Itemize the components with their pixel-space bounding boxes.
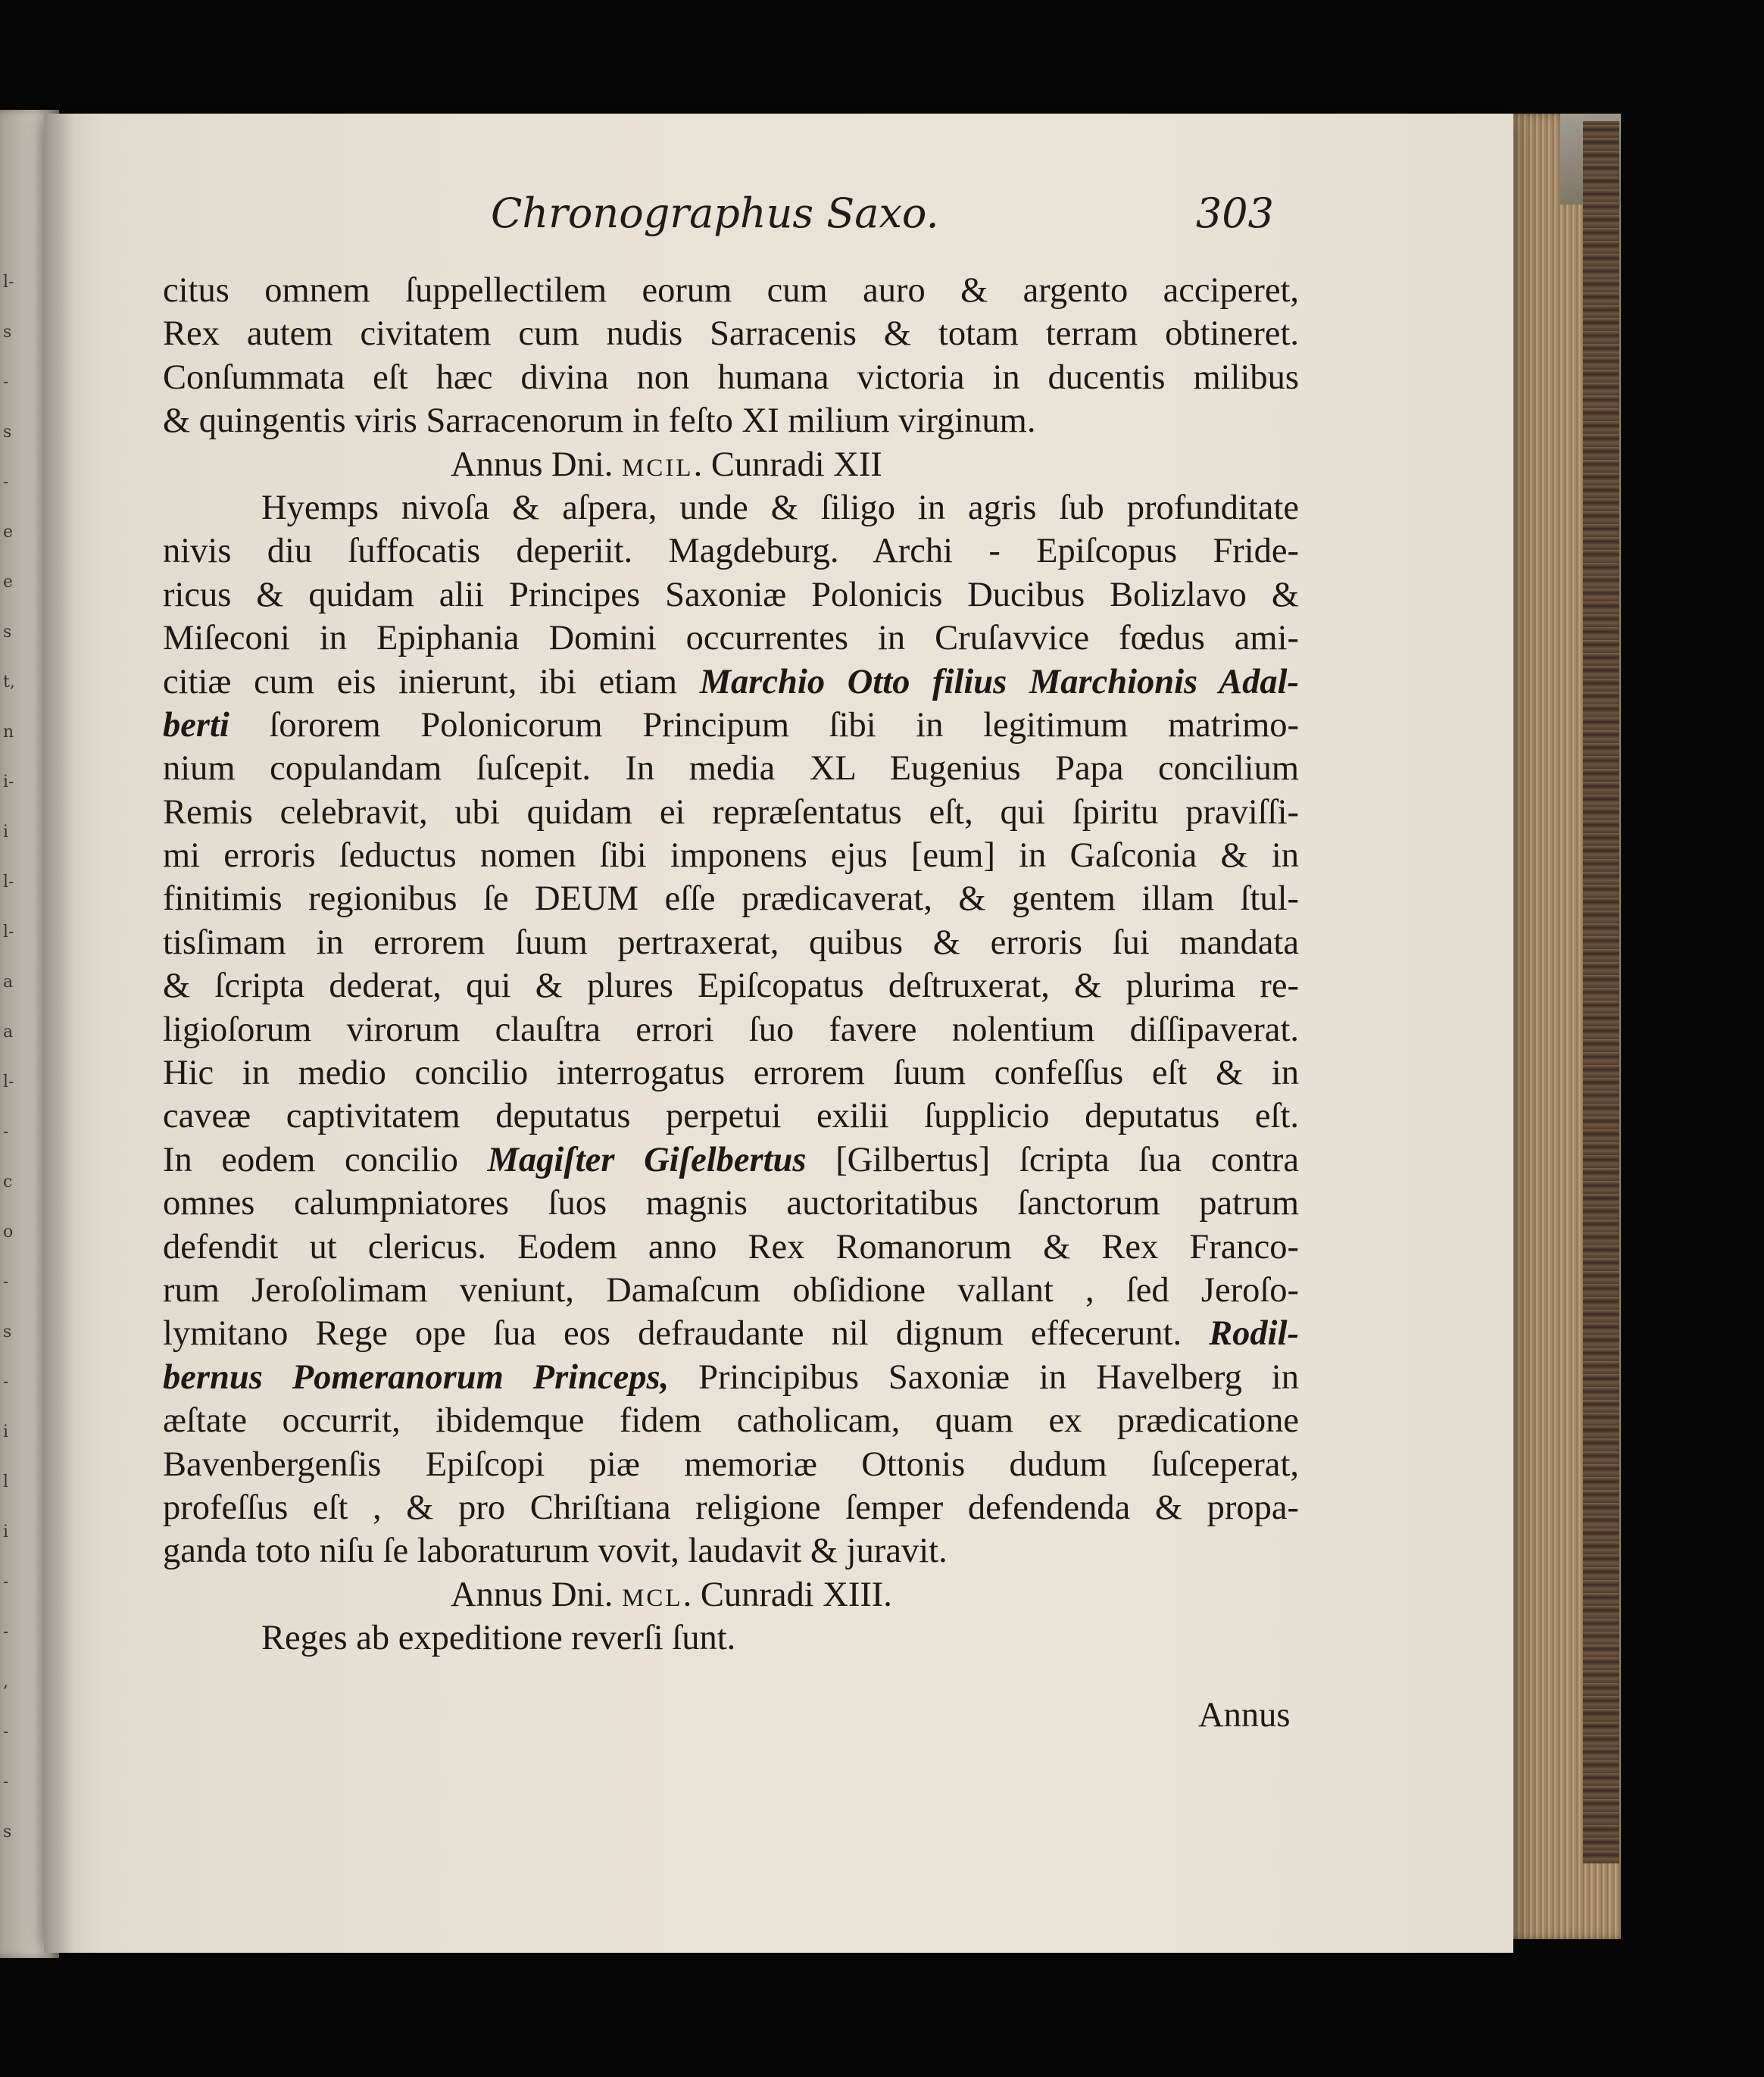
left-page-fragment: a	[3, 973, 14, 992]
left-page-fragment: l-	[3, 923, 14, 942]
left-page-fragment: e	[3, 573, 14, 592]
text-span: & quingentis viris Sarracenorum in feſto XI milium virginum.	[163, 401, 1036, 441]
left-page-fragment: -	[3, 1573, 9, 1591]
italic-name: Magiſter Giſelbertus	[487, 1140, 807, 1179]
year-heading	[163, 443, 1299, 486]
roman-numeral-year: mcl	[622, 1575, 683, 1614]
left-page-fragment: i-	[3, 773, 14, 792]
running-title: Chronographus Saxo.	[491, 189, 939, 237]
left-page-fragment: n	[3, 723, 14, 742]
left-page-fragment: s	[3, 1323, 12, 1341]
text-line	[163, 921, 1299, 964]
text-line	[163, 1138, 1299, 1182]
text-line	[163, 661, 1299, 704]
text-span: Hic in medio concilio interrogatus errorem ſuum confeſſus eſt & in	[163, 1054, 1299, 1093]
text-span: Reges ab expeditione reverſi ſunt.	[261, 1619, 736, 1658]
text-line	[163, 964, 1299, 1007]
body-text	[163, 269, 1299, 1660]
text-span: ligioſorum virorum clauſtra errori ſuo favere nolentium diſſipaverat.	[163, 1010, 1299, 1049]
left-page-fragment: o	[3, 1223, 14, 1242]
left-page-fragment: -	[3, 1373, 9, 1391]
catchword: Annus	[1198, 1696, 1291, 1735]
left-page-fragment: i	[3, 1523, 9, 1541]
left-page-fragment: -	[3, 473, 9, 492]
text-span: Annus Dni.	[451, 445, 623, 484]
left-page-fragment: ,	[3, 1673, 8, 1691]
text-line	[163, 877, 1299, 920]
text-line	[163, 269, 1299, 312]
text-line	[163, 1008, 1299, 1051]
left-page-fragment: s	[3, 323, 12, 342]
text-span: . Cunradi XIII.	[682, 1575, 892, 1614]
text-span: defendit ut clericus. Eodem anno Rex Romanorum & Rex Franco-	[163, 1227, 1299, 1267]
text-line	[163, 356, 1299, 399]
text-line	[163, 529, 1299, 573]
left-page-fragment: l-	[3, 273, 14, 292]
italic-name: bernus Pomeranorum Princeps,	[163, 1357, 670, 1397]
text-span: finitimis regionibus ſe DEUM eſſe prædicaverat, & gentem illam ſtul-	[163, 879, 1299, 919]
left-page-fragment: l	[3, 1473, 9, 1491]
text-line	[163, 617, 1299, 660]
text-span: lymitano Rege ope ſua eos defraudante nil dignum effecerunt.	[163, 1314, 1210, 1354]
left-page-fragment: -	[3, 1123, 9, 1142]
text-line	[163, 1095, 1299, 1138]
roman-numeral-year: mcil	[622, 445, 694, 484]
text-line	[163, 1356, 1299, 1399]
text-span: Bavenbergenſis Epiſcopi piæ memoriæ Ottonis dudum ſuſceperat,	[163, 1445, 1299, 1484]
left-page-fragment: l-	[3, 873, 14, 892]
text-span: omnes calumpniatores ſuos magnis auctoritatibus ſanctorum patrum	[163, 1184, 1299, 1223]
text-line	[163, 1182, 1299, 1225]
text-span: profeſſus eſt , & pro Chriſtiana religione ſemper defendenda & propa-	[163, 1488, 1299, 1527]
text-span: mi erroris ſeductus nomen ſibi imponens ejus [eum] in Gaſconia & in	[163, 836, 1299, 876]
text-line	[163, 486, 1299, 529]
left-page-fragment: -	[3, 1623, 9, 1641]
italic-name: Marchio Otto filius Marchionis Adal-	[699, 662, 1299, 701]
left-page-fragment: i	[3, 1423, 9, 1441]
gutter-shadow	[44, 114, 74, 1953]
text-span: Annus Dni.	[451, 1575, 623, 1614]
left-page-fragment: -	[3, 1273, 9, 1291]
text-line	[163, 399, 1299, 442]
text-line	[163, 747, 1299, 790]
left-page-fragment: e	[3, 523, 14, 542]
running-header	[485, 189, 1288, 250]
left-page-fragment: -	[3, 1772, 9, 1791]
text-span: rum Jeroſolimam veniunt, Damaſcum obſidione vallant , ſed Jeroſo-	[163, 1270, 1299, 1310]
text-line	[163, 834, 1299, 877]
text-line	[163, 312, 1299, 355]
text-line	[163, 1051, 1299, 1095]
page-number: 303	[1195, 189, 1274, 237]
text-line	[163, 1312, 1299, 1355]
text-span: ricus & quidam alii Principes Saxoniæ Polonicis Ducibus Bolizlavo &	[163, 575, 1299, 614]
text-span: Hyemps nivoſa & aſpera, unde & ſiligo in agris ſub profunditate	[261, 488, 1299, 527]
year-heading	[163, 1573, 1299, 1616]
italic-name: Rodil-	[1209, 1314, 1299, 1354]
left-page-fragment: s	[3, 423, 12, 442]
text-span: Rex autem civitatem cum nudis Sarracenis & totam terram obtineret.	[163, 314, 1299, 354]
text-line	[163, 1226, 1299, 1269]
text-line	[163, 1616, 1299, 1660]
left-page-fragment: s	[3, 1822, 12, 1841]
text-line	[163, 1443, 1299, 1486]
text-span: ſororem Polonicorum Principum ſibi in legitimum matrimo-	[229, 705, 1299, 745]
text-span: Miſeconi in Epiphania Domini occurrentes in Cruſavvice fœdus ami-	[163, 619, 1299, 658]
text-span: Principibus Saxoniæ in Havelberg in	[669, 1357, 1299, 1397]
text-line	[163, 1399, 1299, 1442]
text-span: nium copulandam ſuſcepit. In media XL Eugenius Papa concilium	[163, 749, 1299, 789]
left-page-fragment: -	[3, 1723, 9, 1741]
text-span: nivis diu ſuffocatis deperiit. Magdeburg. Archi - Epiſcopus Fride-	[163, 532, 1299, 571]
text-span: In eodem concilio	[163, 1140, 488, 1179]
left-page-fragment: i	[3, 823, 9, 842]
italic-name: berti	[163, 705, 229, 745]
left-page-fragment: t,	[3, 673, 15, 692]
text-span: . Cunradi XII	[693, 445, 882, 484]
text-span: & ſcripta dederat, qui & plures Epiſcopatus deſtruxerat, & plurima re-	[163, 967, 1299, 1006]
text-span: æſtate occurrit, ibidemque fidem catholicam, quam ex prædicatione	[163, 1401, 1299, 1441]
text-span: [Gilbertus] ſcripta ſua contra	[806, 1140, 1300, 1179]
left-page-fragment: a	[3, 1023, 14, 1042]
text-span: ganda toto niſu ſe laboraturum vovit, laudavit & juravit.	[163, 1532, 948, 1571]
text-line	[163, 1486, 1299, 1529]
left-page-fragment: l-	[3, 1073, 14, 1092]
text-span: Remis celebravit, ubi quidam ei repræſentatus eſt, qui ſpiritu praviſſi-	[163, 792, 1299, 832]
text-span: caveæ captivitatem deputatus perpetui exilii ſupplicio deputatus eſt.	[163, 1097, 1299, 1136]
text-line	[163, 573, 1299, 617]
text-span: citus omnem ſuppellectilem eorum cum auro & argento acciperet,	[163, 271, 1299, 310]
text-line	[163, 1529, 1299, 1573]
book-cover-edge	[1583, 121, 1619, 1863]
text-line	[163, 1269, 1299, 1312]
text-span: Conſummata eſt hæc divina non humana victoria in ducentis milibus	[163, 358, 1299, 397]
text-span: citiæ cum eis inierunt, ibi etiam	[163, 662, 700, 701]
text-line	[163, 791, 1299, 834]
text-span: tisſimam in errorem ſuum pertraxerat, quibus & erroris ſui mandata	[163, 923, 1299, 962]
left-page-fragment: -	[3, 373, 9, 392]
left-page-fragment: s	[3, 623, 12, 642]
text-line	[163, 704, 1299, 747]
left-page-fragment: c	[3, 1173, 13, 1192]
